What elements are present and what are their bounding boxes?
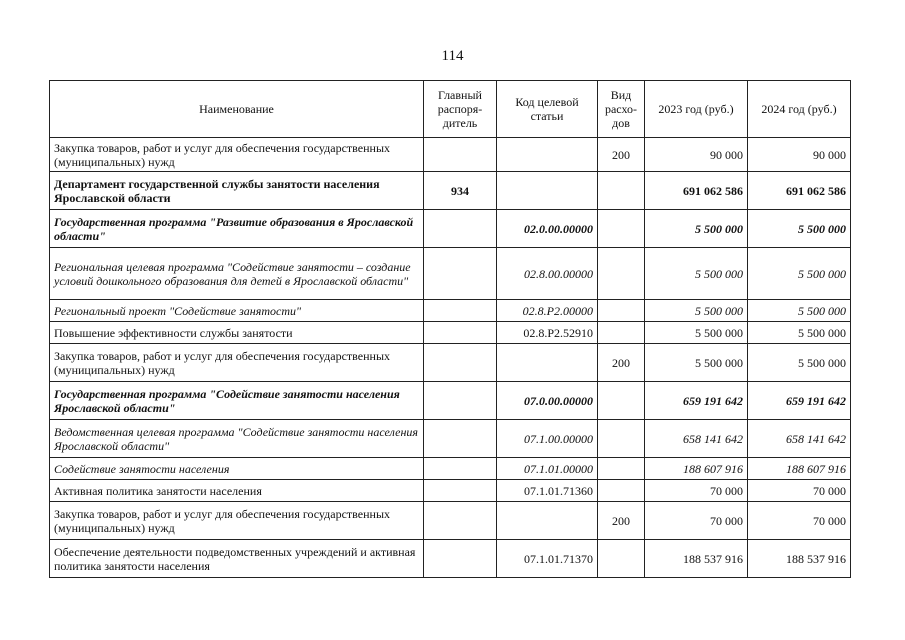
cell-year-2023: 70 000 [645, 480, 748, 502]
cell-expense-type [598, 300, 645, 322]
page-number: 114 [441, 48, 464, 64]
cell-year-2024: 659 191 642 [748, 382, 851, 420]
cell-expense-type [598, 210, 645, 248]
table-row [50, 458, 851, 480]
table-row [50, 540, 851, 578]
cell-target-code: 07.1.01.71370 [497, 540, 598, 578]
table-row [50, 420, 851, 458]
header-year-2023: 2023 год (руб.) [645, 81, 748, 138]
cell-year-2024: 5 500 000 [748, 210, 851, 248]
cell-name: Обеспечение деятельности подведомственных учреждений и активная политика занятости населения [50, 540, 424, 578]
table-row [50, 300, 851, 322]
cell-year-2023: 90 000 [645, 138, 748, 172]
cell-year-2024: 658 141 642 [748, 420, 851, 458]
cell-year-2023: 691 062 586 [645, 172, 748, 210]
cell-target-code [497, 138, 598, 172]
header-main-manager: Главный распоря-дитель [424, 81, 497, 138]
cell-name: Государственная программа "Содействие занятости населения Ярославской области" [50, 382, 424, 420]
header-name: Наименование [50, 81, 424, 138]
cell-name: Активная политика занятости населения [50, 480, 424, 502]
cell-year-2023: 5 500 000 [645, 248, 748, 300]
cell-target-code [497, 344, 598, 382]
cell-target-code: 07.1.01.71360 [497, 480, 598, 502]
cell-name: Повышение эффективности службы занятости [50, 322, 424, 344]
table-row [50, 138, 851, 172]
cell-main-manager [424, 344, 497, 382]
cell-name: Закупка товаров, работ и услуг для обеспечения государственных (муниципальных) нужд [50, 138, 424, 172]
cell-name: Содействие занятости населения [50, 458, 424, 480]
table-row [50, 502, 851, 540]
table-row [50, 382, 851, 420]
cell-name: Региональная целевая программа "Содействие занятости – создание условий дошкольного образования для детей в Ярославской области" [50, 248, 424, 300]
cell-year-2024: 70 000 [748, 502, 851, 540]
table-header-row [50, 81, 851, 138]
cell-year-2023: 70 000 [645, 502, 748, 540]
cell-name: Государственная программа "Развитие образования в Ярославской области" [50, 210, 424, 248]
cell-year-2024: 5 500 000 [748, 300, 851, 322]
cell-year-2023: 658 141 642 [645, 420, 748, 458]
cell-year-2023: 188 537 916 [645, 540, 748, 578]
cell-name: Региональный проект "Содействие занятости" [50, 300, 424, 322]
cell-main-manager [424, 210, 497, 248]
cell-expense-type [598, 420, 645, 458]
table-row [50, 210, 851, 248]
cell-expense-type: 200 [598, 502, 645, 540]
table-row [50, 322, 851, 344]
cell-target-code: 07.1.01.00000 [497, 458, 598, 480]
table-row [50, 344, 851, 382]
cell-main-manager [424, 458, 497, 480]
cell-main-manager [424, 420, 497, 458]
cell-year-2023: 188 607 916 [645, 458, 748, 480]
cell-main-manager [424, 540, 497, 578]
cell-year-2023: 5 500 000 [645, 344, 748, 382]
cell-year-2024: 5 500 000 [748, 248, 851, 300]
budget-table [49, 80, 851, 578]
cell-year-2023: 659 191 642 [645, 382, 748, 420]
cell-target-code [497, 502, 598, 540]
cell-main-manager [424, 300, 497, 322]
cell-name: Закупка товаров, работ и услуг для обеспечения государственных (муниципальных) нужд [50, 502, 424, 540]
cell-target-code: 07.0.00.00000 [497, 382, 598, 420]
cell-target-code: 02.8.P2.00000 [497, 300, 598, 322]
cell-main-manager [424, 480, 497, 502]
cell-expense-type [598, 172, 645, 210]
cell-year-2024: 90 000 [748, 138, 851, 172]
cell-name: Закупка товаров, работ и услуг для обеспечения государственных (муниципальных) нужд [50, 344, 424, 382]
cell-target-code: 02.8.00.00000 [497, 248, 598, 300]
cell-main-manager [424, 322, 497, 344]
cell-main-manager [424, 502, 497, 540]
header-target-code: Код целевой статьи [497, 81, 598, 138]
cell-expense-type [598, 458, 645, 480]
header-year-2024: 2024 год (руб.) [748, 81, 851, 138]
cell-main-manager: 934 [424, 172, 497, 210]
cell-expense-type [598, 540, 645, 578]
cell-expense-type [598, 382, 645, 420]
cell-main-manager [424, 138, 497, 172]
cell-name: Ведомственная целевая программа "Содействие занятости населения Ярославской области" [50, 420, 424, 458]
cell-expense-type [598, 248, 645, 300]
cell-name: Департамент государственной службы занятости населения Ярославской области [50, 172, 424, 210]
cell-target-code: 02.8.P2.52910 [497, 322, 598, 344]
table-row [50, 172, 851, 210]
cell-year-2024: 5 500 000 [748, 344, 851, 382]
cell-target-code: 07.1.00.00000 [497, 420, 598, 458]
cell-expense-type: 200 [598, 344, 645, 382]
cell-main-manager [424, 382, 497, 420]
cell-main-manager [424, 248, 497, 300]
cell-expense-type: 200 [598, 138, 645, 172]
cell-expense-type [598, 480, 645, 502]
cell-year-2023: 5 500 000 [645, 300, 748, 322]
table-body [50, 138, 851, 578]
header-expense-type: Вид расхо-дов [598, 81, 645, 138]
table-row [50, 480, 851, 502]
table-row [50, 248, 851, 300]
cell-year-2024: 188 607 916 [748, 458, 851, 480]
cell-year-2023: 5 500 000 [645, 322, 748, 344]
cell-year-2024: 5 500 000 [748, 322, 851, 344]
cell-target-code: 02.0.00.00000 [497, 210, 598, 248]
cell-expense-type [598, 322, 645, 344]
cell-year-2024: 70 000 [748, 480, 851, 502]
cell-year-2023: 5 500 000 [645, 210, 748, 248]
cell-year-2024: 188 537 916 [748, 540, 851, 578]
cell-year-2024: 691 062 586 [748, 172, 851, 210]
cell-target-code [497, 172, 598, 210]
